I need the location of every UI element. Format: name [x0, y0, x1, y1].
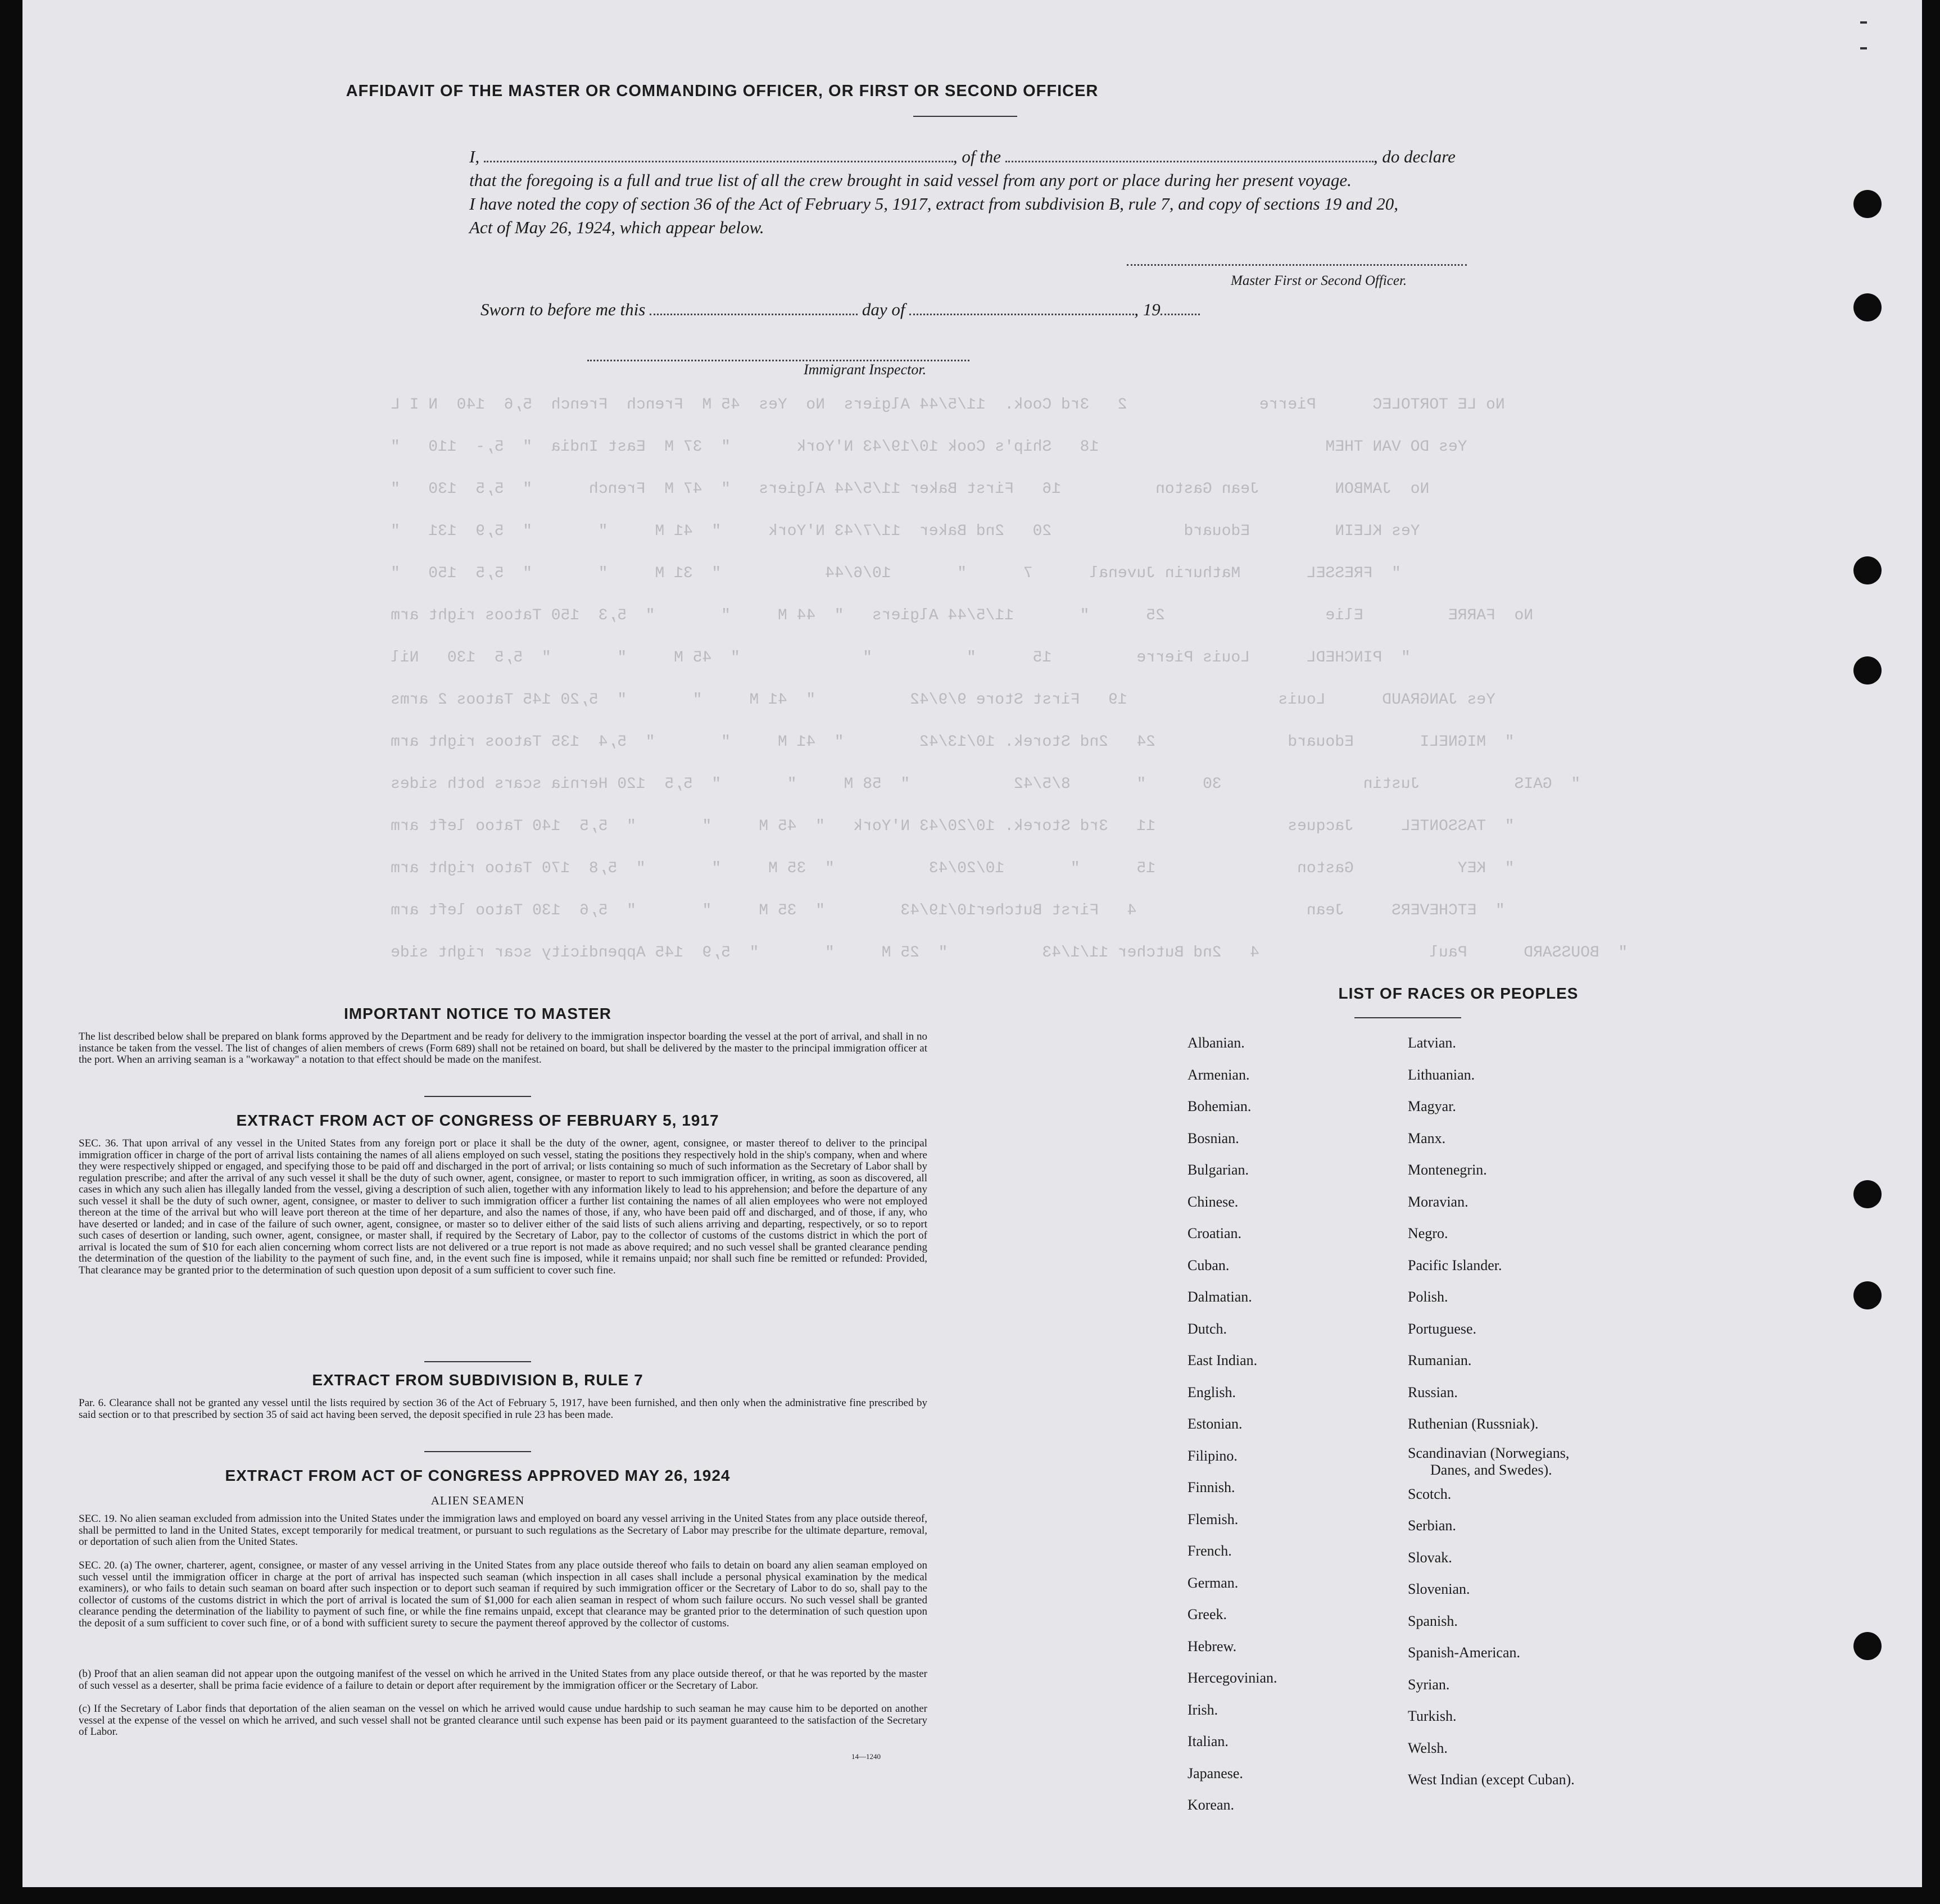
race-item: Spanish. — [1408, 1612, 1458, 1629]
declaration — [469, 145, 1515, 239]
ghost-row: " GAIS Justin 30 " 8/5/42 " 58 M " " 5,5 120 Hernia scars both sides — [391, 776, 1581, 793]
punch-hole — [1853, 1632, 1882, 1660]
punch-hole — [1853, 656, 1882, 684]
ghost-row: No JAMBON Jean Gaston 16 First Baker 11/5/44 Algiers " 47 M French " 5,5 130 " — [391, 480, 1430, 498]
vessel-name-blank[interactable] — [1005, 148, 1374, 162]
ghost-row: " KEY Gaston 15 " 10/20/43 " 35 M " " 5,8 170 Tatoo right arm — [391, 860, 1515, 877]
extract-1924-sec20c: (c) If the Secretary of Labor finds that deportation of the alien seaman on the vessel on which he arrived would cause undue hardship to such seaman he may cause him to be deported on another vessel at the expense of the vessel on which he arrived, and such vessel shall not be granted clearance until such expense has been paid or its payment guaranteed to the satisfaction of the Secretary of Labor. — [79, 1703, 927, 1738]
punch-hole — [1853, 556, 1882, 584]
race-item: Russian. — [1408, 1384, 1458, 1400]
race-item: German. — [1187, 1574, 1239, 1591]
race-item: Slovak. — [1408, 1549, 1452, 1566]
race-item: French. — [1187, 1543, 1232, 1559]
race-item: Armenian. — [1187, 1066, 1250, 1083]
ghost-row: Nо LE TORTOLEC Pierre 2 3rd Cook. 11/5/44 Algiers No Yes 45 M French French 5,6 140 N I L — [391, 396, 1505, 414]
punch-hole — [1853, 190, 1882, 218]
race-item: Japanese. — [1187, 1765, 1243, 1781]
declaration-line-3: I have noted the copy of section 36 of the Act of February 5, 1917, extract from subdivision B, rule 7, and copy of sections 19 and 20, — [469, 194, 1399, 214]
ghost-row: Yes JANGRAUD Louis 19 First Store 9/9/42 " 41 M " " 5,20 145 Tatoos 2 arms — [391, 691, 1495, 709]
races-title: LIST OF RACES OR PEOPLES — [1338, 985, 1579, 1002]
race-item: Slovenian. — [1408, 1581, 1470, 1597]
sworn-month-blank[interactable] — [909, 301, 1134, 315]
race-item: Chinese. — [1187, 1193, 1239, 1210]
sworn-day-of-label: day of — [862, 300, 905, 319]
ghost-row: No FARRE Elie 25 " 11/5/44 Algiers " 44 M " " 5,3 150 Tatoos right arm — [391, 607, 1534, 624]
race-item: Magyar. — [1408, 1098, 1456, 1114]
ghost-row: " ETCHEVERS Jean 4 First Butcher10/19/43 " 35 M " " 5,6 130 Tatoo left arm — [391, 902, 1505, 919]
extract-1924-sec20a: SEC. 20. (a) The owner, charterer, agent, consignee, or master of any vessel arriving in the United States from any place outside thereof who fails to detain on board any alien seaman employed on such vessel until the immigration officer in charge at the port of arrival has inspected such seaman (which inspection in all cases shall include a personal physical examination by the medical examiners), or who fails to detain such seaman on board after such inspection or to deport such seaman if required by such immigration officer or the Secretary of Labor to do so, shall pay to the collector of customs of the customs district in which the port of arrival is located the sum of $1,000 for each alien seaman in respect of whom such failure occurs. No such vessel shall be granted clearance pending the determination of the liability to payment of such fine, or while the fine remains unpaid, except that clearance may be granted prior to the determination of such question upon the deposit of a sum sufficient to cover such fine, or of a bond with sufficient surety to secure the payment thereof approved by the collector of customs. — [79, 1560, 927, 1629]
race-item: East Indian. — [1187, 1352, 1258, 1368]
form-number: 14—1240 — [851, 1752, 881, 1761]
rule7-title: EXTRACT FROM SUBDIVISION B, RULE 7 — [312, 1371, 643, 1389]
declaration-line-4: Act of May 26, 1924, which appear below. — [469, 217, 764, 237]
ghost-row: " BOUSSARD Paul 4 2nd Butcher 11/1/43 " 25 M " " 5,9 145 Appendicity scar right side — [391, 944, 1628, 962]
rule7-body: Par. 6. Clearance shall not be granted any vessel until the lists required by section 36 of the Act of February 5, 1917, have been furnished, and then only when the administrative fine prescribed by said section or to that prescribed by section 35 of said act having been served, the deposit specified in rule 23 has been made. — [79, 1397, 927, 1421]
race-item: Scandinavian (Norwegians, — [1408, 1444, 1570, 1461]
extract-1917-title: EXTRACT FROM ACT OF CONGRESS OF FEBRUARY 5, 1917 — [236, 1112, 719, 1129]
race-item: Polish. — [1408, 1289, 1448, 1305]
race-item: Dutch. — [1187, 1320, 1227, 1337]
race-item: Estonian. — [1187, 1416, 1243, 1432]
divider — [424, 1361, 531, 1362]
alien-seamen-subtitle: ALIEN SEAMEN — [430, 1494, 525, 1507]
race-item: Finnish. — [1187, 1479, 1235, 1495]
race-item: Danes, and Swedes). — [1430, 1461, 1552, 1478]
race-item: Hebrew. — [1187, 1638, 1237, 1654]
race-item: Croatian. — [1187, 1225, 1242, 1241]
extract-1924-sec19: SEC. 19. No alien seaman excluded from admission into the United States under the immigration laws and employed on board any vessel arriving in the United States from any place outside thereof, shall be permitted to land in the United States, except temporarily for medical treatment, or pursuant to such regulations as the Secretary of Labor may prescribe for the ultimate departure, removal, or deportation of such alien from the United States. — [79, 1513, 927, 1548]
sworn-year-label: , 19 — [1134, 300, 1161, 319]
race-item: Welsh. — [1408, 1739, 1448, 1756]
sworn-before-label: Sworn to before me this — [481, 300, 646, 319]
notice-title: IMPORTANT NOTICE TO MASTER — [343, 1005, 612, 1022]
race-item: Flemish. — [1187, 1511, 1239, 1527]
declaration-line-1 — [469, 145, 1515, 169]
race-item: Pacific Islander. — [1408, 1257, 1502, 1273]
ghost-row: " FRESSEL Mathurin Juvenal 7 " 10/6/44 " 31 M " " 5,5 150 " — [391, 565, 1401, 582]
ghost-row: " TASSONTEL Jacques 11 3rd Storek. 10/20/43 N'York " 45 M " " 5,5 140 Tatoo left arm — [391, 818, 1515, 835]
race-item: Montenegrin. — [1408, 1162, 1487, 1178]
officer-signature-label: Master First or Second Officer. — [1231, 273, 1407, 288]
races-column-1 — [1187, 1027, 1277, 1821]
margin-mark — [1860, 21, 1867, 24]
race-item: Rumanian. — [1408, 1352, 1472, 1368]
extract-1924-title: EXTRACT FROM ACT OF CONGRESS APPROVED MAY 26, 1924 — [225, 1467, 731, 1484]
officer-signature-blank[interactable] — [1127, 264, 1467, 266]
race-item: Manx. — [1408, 1130, 1446, 1146]
race-item: Ruthenian (Russniak). — [1408, 1416, 1539, 1432]
races-column-2 — [1408, 1027, 1575, 1796]
affidavit-heading: AFFIDAVIT OF THE MASTER OR COMMANDING OFFICER, OR FIRST OR SECOND OFFICER — [346, 82, 1099, 100]
race-item: Portuguese. — [1408, 1320, 1477, 1337]
margin-mark — [1860, 47, 1867, 49]
sworn-day-blank[interactable] — [650, 301, 858, 315]
race-item: Bohemian. — [1187, 1098, 1252, 1114]
race-item: Filipino. — [1187, 1447, 1238, 1464]
race-item: West Indian (except Cuban). — [1408, 1771, 1575, 1788]
divider — [1354, 1017, 1461, 1018]
inspector-label: Immigrant Inspector. — [804, 361, 927, 378]
punch-hole — [1853, 1180, 1882, 1208]
race-item: Latvian. — [1408, 1035, 1456, 1051]
divider — [424, 1096, 531, 1097]
ghost-row: " MIGNELI Edouard 24 2nd Storek. 10/13/42 " 41 M " " 5,4 135 Tatoos right arm — [391, 733, 1515, 751]
race-item: Negro. — [1408, 1225, 1448, 1241]
ghost-row: Yes DO VAN THEM 18 Ship's Cook 10/19/43 N'York " 37 M East India " 5,- 110 " — [391, 438, 1467, 456]
divider — [424, 1451, 531, 1452]
race-item: Lithuanian. — [1408, 1066, 1475, 1083]
race-item: Hercegovinian. — [1187, 1670, 1277, 1686]
declaration-line-2: that the foregoing is a full and true list of all the crew brought in said vessel from any port or place during her present voyage. — [469, 170, 1352, 190]
race-item: Irish. — [1187, 1701, 1218, 1718]
race-item: Korean. — [1187, 1797, 1235, 1813]
race-item: Albanian. — [1187, 1035, 1245, 1051]
sworn-line — [481, 300, 1200, 320]
master-name-blank[interactable] — [484, 148, 953, 162]
declaration-of-the: , of the — [953, 147, 1001, 166]
punch-hole — [1853, 1281, 1882, 1309]
race-item: Bosnian. — [1187, 1130, 1239, 1146]
ghost-row: Yes KLEIN Edouard 20 2nd Baker 11/7/43 N'York " 41 M " " 5,9 131 " — [391, 523, 1420, 540]
race-item: Spanish-American. — [1408, 1644, 1521, 1661]
notice-body: The list described below shall be prepared on blank forms approved by the Department and be ready for delivery to the immigration inspector boarding the vessel at the port of arrival, and shall in no instance be taken from the vessel. The list of changes of alien members of crews (Form 689) shall not be retained on board, but shall be delivered by the master to the principal immigration officer at the port. When an arriving seaman is a "workaway" a notation to that effect should be made on the manifest. — [79, 1031, 927, 1066]
race-item: Bulgarian. — [1187, 1162, 1249, 1178]
ghost-row: " PINCHEDL Louis Pierre 15 " " " 45 M " " 5,5 130 Nil — [391, 649, 1411, 667]
race-item: Turkish. — [1408, 1708, 1457, 1724]
sworn-year-blank[interactable] — [1161, 301, 1200, 315]
race-item: Dalmatian. — [1187, 1289, 1252, 1305]
race-item: English. — [1187, 1384, 1236, 1400]
extract-1924-sec20b: (b) Proof that an alien seaman did not appear upon the outgoing manifest of the vessel on which he arrived in the United States from any place outside thereof, or that he was reported by the master of such vessel as a deserter, shall be prima facie evidence of a failure to detain or deport after requirement by the immigration officer or the Secretary of Labor. — [79, 1668, 927, 1692]
race-item: Greek. — [1187, 1606, 1227, 1622]
race-item: Italian. — [1187, 1733, 1229, 1749]
heading-underline — [913, 116, 1017, 117]
extract-1917-body: SEC. 36. That upon arrival of any vessel in the United States from any foreign port or place it shall be the duty of the owner, agent, consignee, or master thereof to deliver to the principal immigration officer in charge of the port of arrival lists containing the names of all aliens employed on such vessel, stating the positions they respectively hold in the ship's company, when and where they were respectively shipped or engaged, and specifying those to be paid off and discharged in the port of arrival; or lists containing so much of such information as the Secretary of Labor shall by regulation prescribe; and after the arrival of any such vessel it shall be the duty of such owner, agent, consignee, or master to report to such immigration officer, in writing, as soon as discovered, all cases in which any such alien has illegally landed from the vessel, giving a description of such alien, together with any information likely to lead to his apprehension; and before the departure of any such vessel it shall be the duty of such owner, agent, consignee, or master to deliver to such immigration officer a further list containing the names of all alien employees who were not employed thereon at the time of the arrival but who will leave port thereon at the time of her departure, and also the names of those, if any, who have been paid off and discharged, and of those, if any, who have deserted or landed; and in case of the failure of such owner, agent, consignee, or master so to deliver either of the said lists of such aliens arriving and departing, respectively, or so to report such cases of desertion or landing, such owner, agent, consignee, or master shall, if required by the Secretary of Labor, pay to the collector of customs of the customs district in which the port of arrival is located the sum of $10 for each alien concerning whom correct lists are not delivered or a true report is not made as above required; and no such vessel shall be granted clearance pending the determination of the question of the liability to the payment of such fine, and, in the event such fine is imposed, while it remains unpaid; nor shall such fine be remitted or refunded: Provided, That clearance may be granted prior to the determination of such question upon deposit of a sum sufficient to cover such fine. — [79, 1137, 927, 1276]
race-item: Cuban. — [1187, 1257, 1230, 1273]
race-item: Moravian. — [1408, 1193, 1468, 1210]
race-item: Syrian. — [1408, 1676, 1450, 1693]
race-item: Serbian. — [1408, 1517, 1456, 1534]
punch-hole — [1853, 293, 1882, 321]
form-sheet — [22, 0, 1922, 1887]
race-item: Scotch. — [1408, 1485, 1452, 1502]
declaration-i: I, — [469, 147, 480, 166]
declaration-do-declare: , do declare — [1373, 147, 1456, 166]
